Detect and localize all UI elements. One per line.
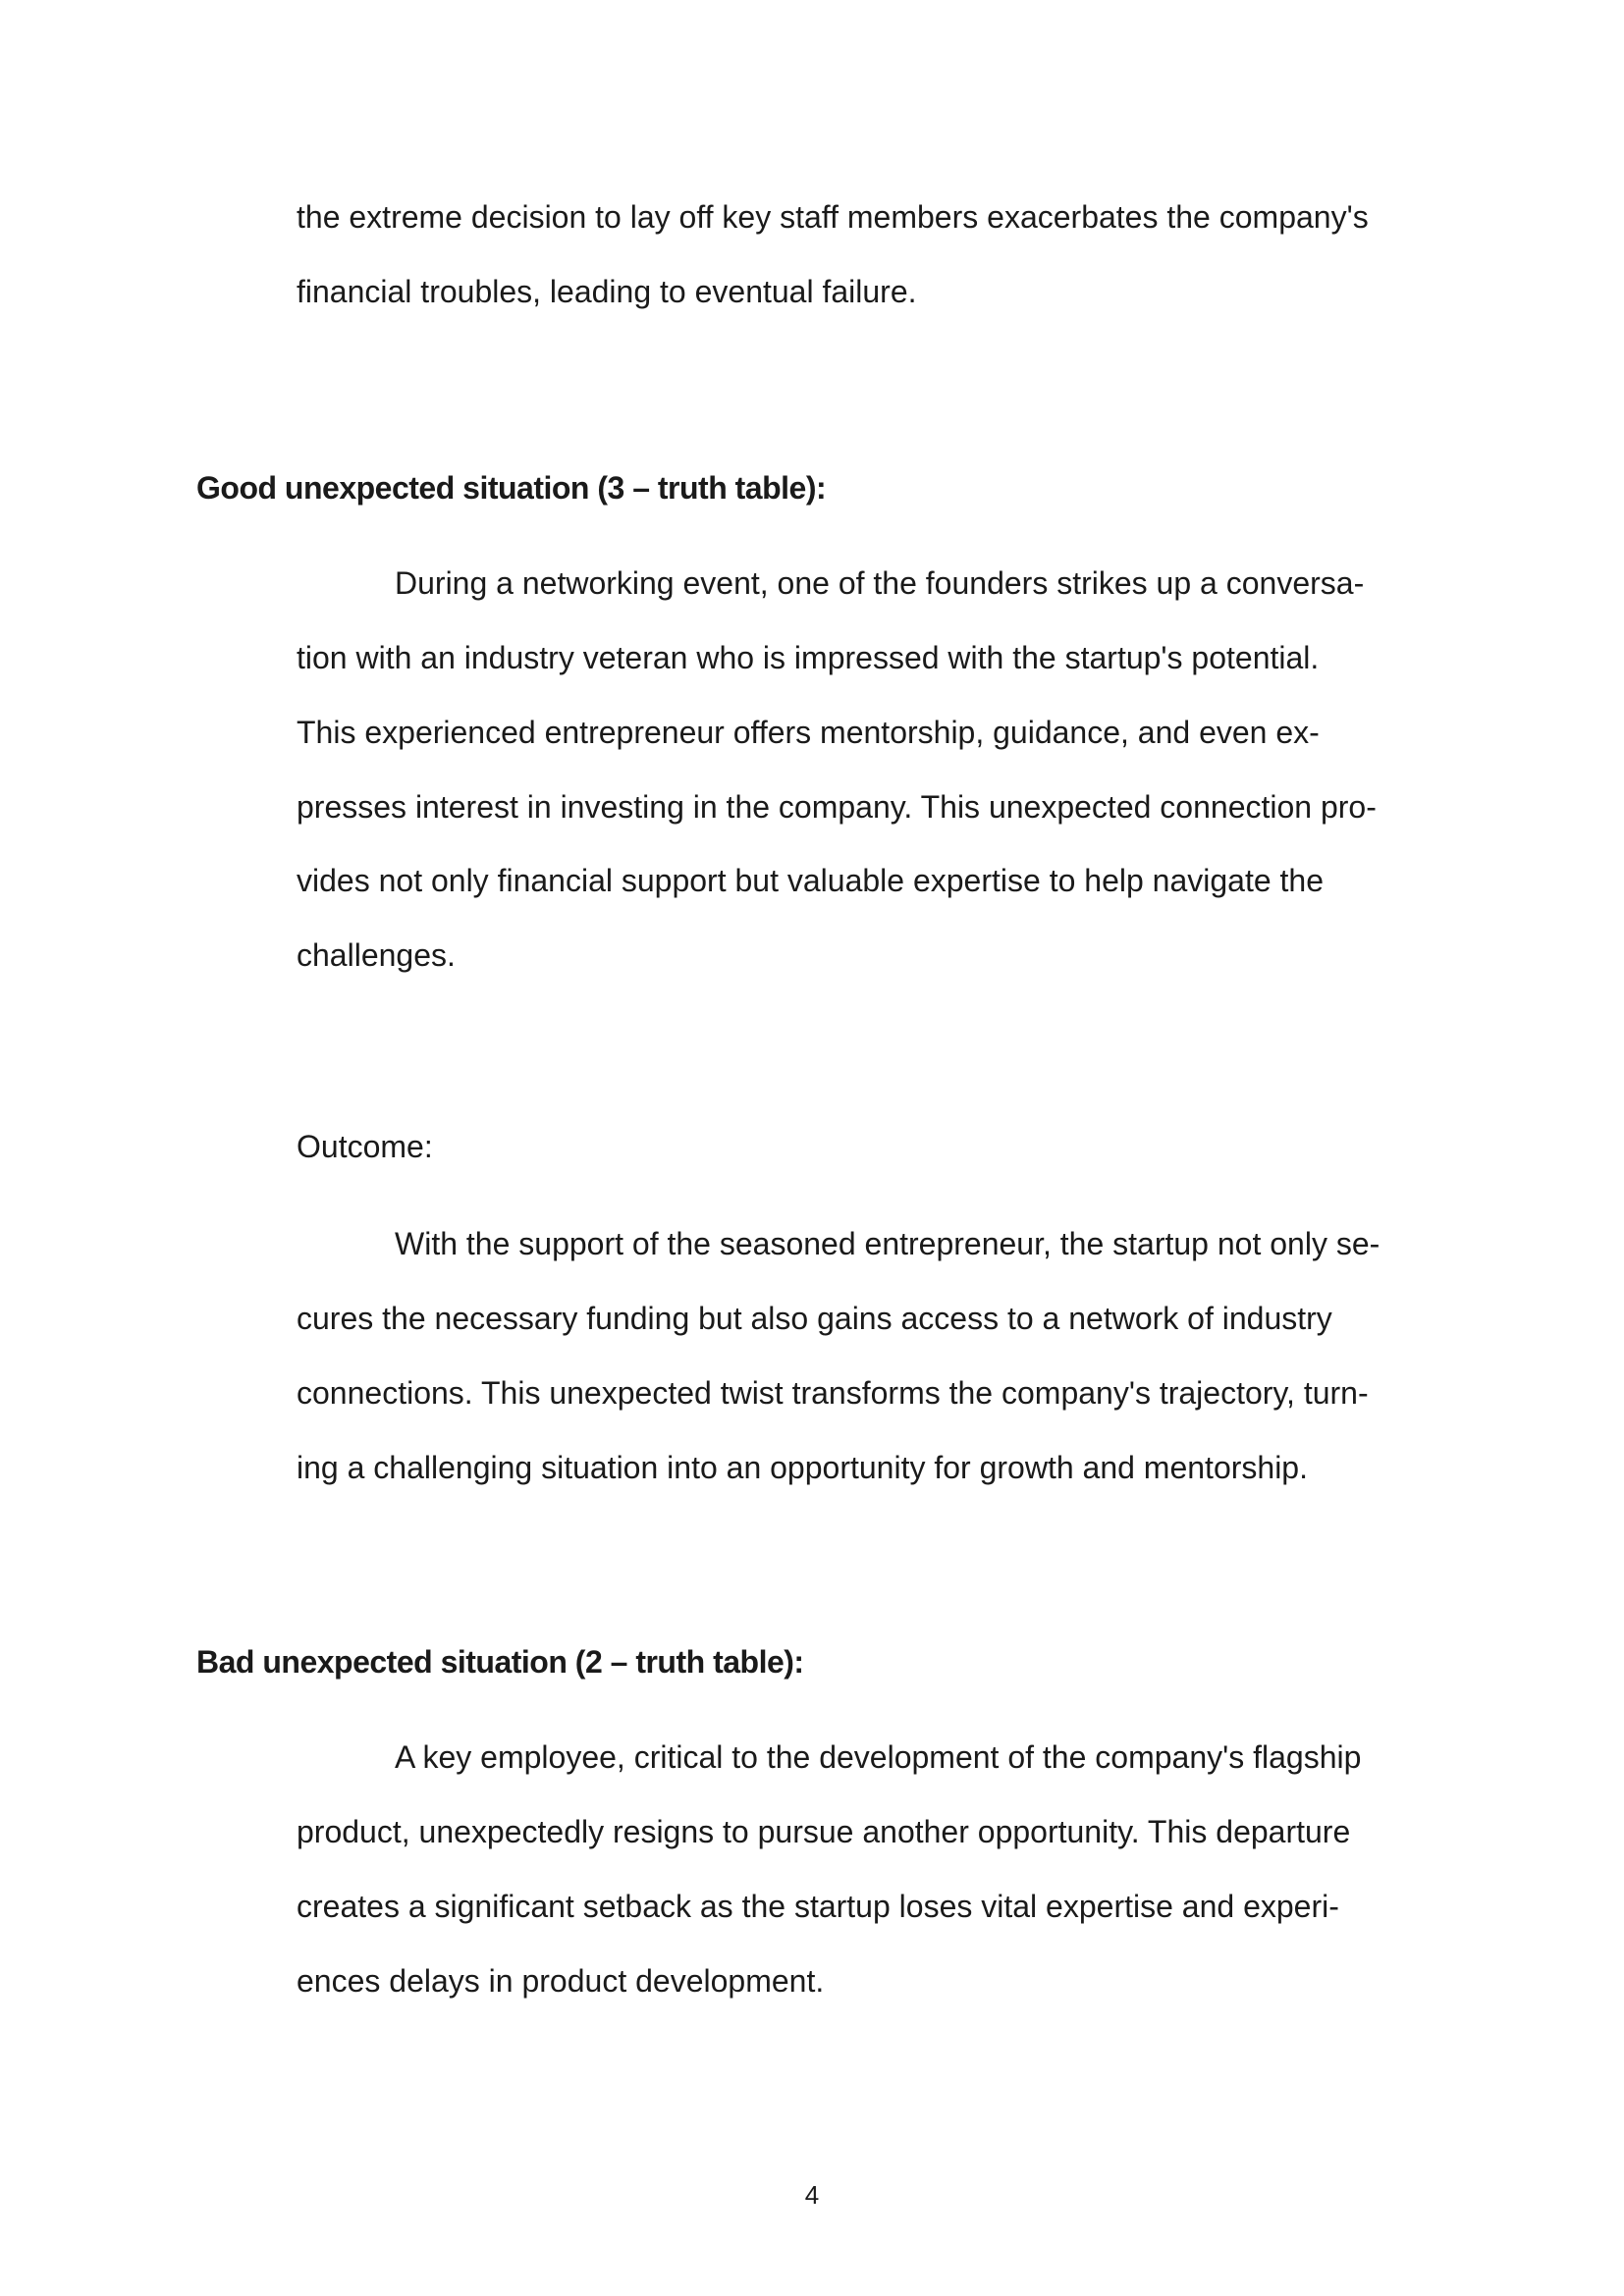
outcome-line-3: connections. This unexpected twist transforms the company's trajectory, turn- [297,1375,1369,1411]
continuation-line-2: financial troubles, leading to eventual failure. [297,274,917,309]
outcome-label: Outcome: [297,1129,433,1164]
good-paragraph-line-6: challenges. [297,937,456,973]
continuation-line-1: the extreme decision to lay off key staff members exacerbates the company's [297,199,1369,235]
bad-paragraph-line-4: ences delays in product development. [297,1963,825,1999]
good-paragraph-line-2: tion with an industry veteran who is impressed with the startup's potential. [297,640,1320,675]
outcome-line-4: ing a challenging situation into an opportunity for growth and mentorship. [297,1450,1308,1485]
bad-paragraph-line-2: product, unexpectedly resigns to pursue another opportunity. This departure [297,1814,1351,1849]
bad-paragraph-line-3: creates a significant setback as the startup loses vital expertise and experi- [297,1889,1339,1924]
good-paragraph-line-1: During a networking event, one of the founders strikes up a conversa- [395,565,1365,601]
good-paragraph-line-3: This experienced entrepreneur offers mentorship, guidance, and even ex- [297,715,1320,750]
good-paragraph-line-4: presses interest in investing in the company. This unexpected connection pro- [297,789,1377,825]
good-situation-heading: Good unexpected situation (3 – truth table): [196,470,827,506]
page-number: 4 [804,2180,820,2210]
good-paragraph-line-5: vides not only financial support but valuable expertise to help navigate the [297,863,1325,898]
bad-situation-heading: Bad unexpected situation (2 – truth table): [196,1644,804,1680]
outcome-line-2: cures the necessary funding but also gains access to a network of industry [297,1301,1332,1336]
bad-paragraph-line-1: A key employee, critical to the development of the company's flagship [395,1739,1362,1775]
outcome-line-1: With the support of the seasoned entrepreneur, the startup not only se- [395,1226,1380,1261]
